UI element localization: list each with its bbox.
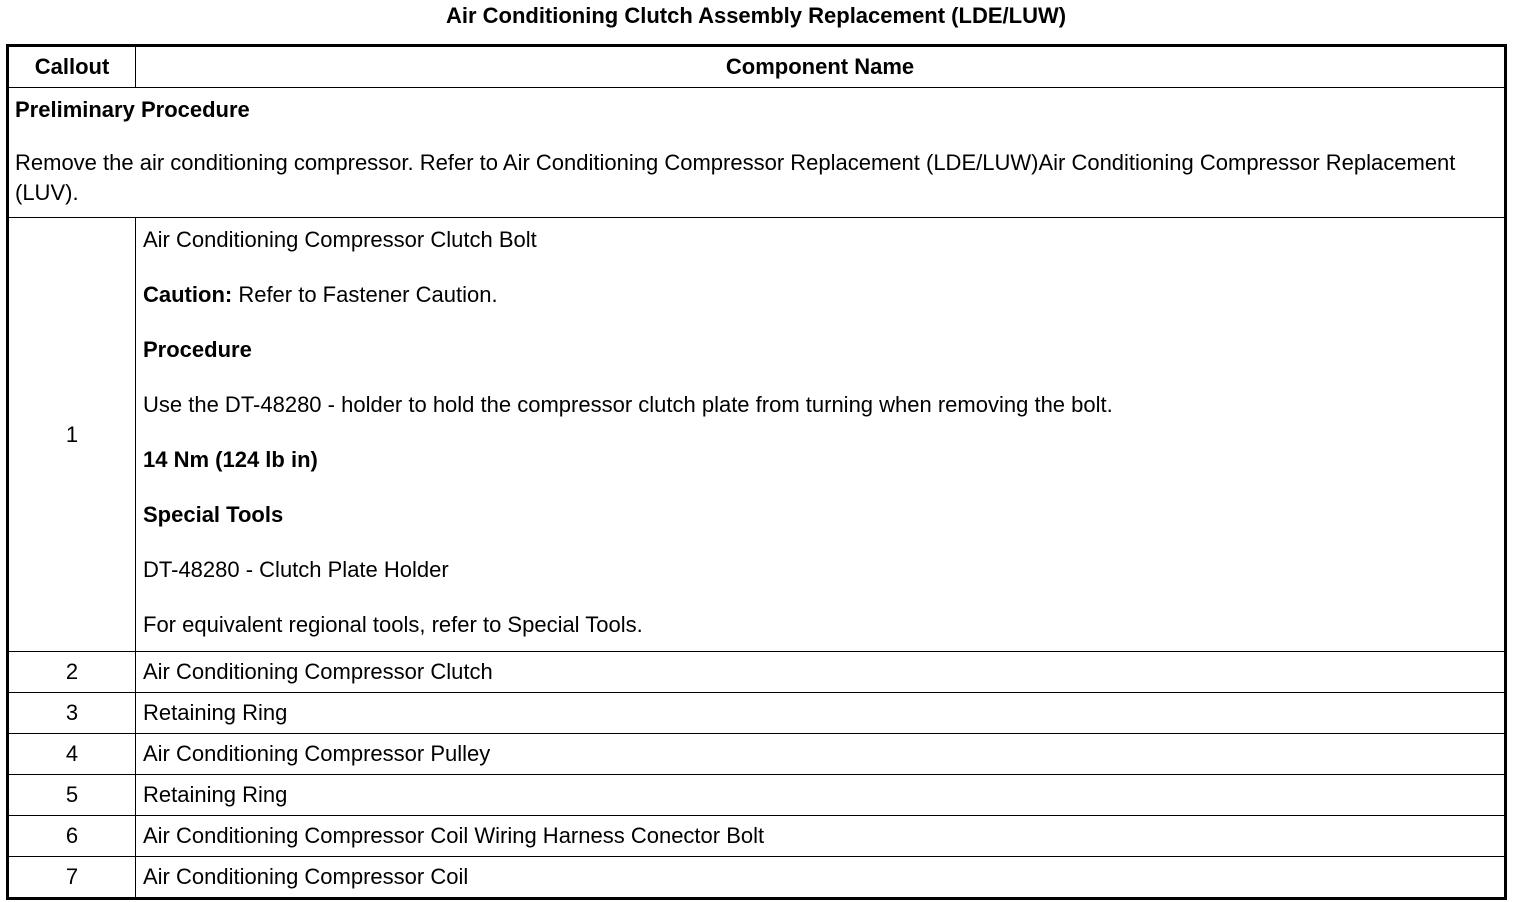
component-name: Air Conditioning Compressor Pulley xyxy=(136,734,1506,775)
callout-number: 7 xyxy=(8,857,136,899)
component-name: Air Conditioning Compressor Clutch Bolt xyxy=(143,227,537,252)
callout-number: 4 xyxy=(8,734,136,775)
preliminary-procedure-row xyxy=(8,88,1506,218)
callout-column-header: Callout xyxy=(8,46,136,88)
component-name: Retaining Ring xyxy=(136,775,1506,816)
preliminary-procedure-cell xyxy=(8,88,1506,218)
callout-number: 3 xyxy=(8,693,136,734)
component-name: Retaining Ring xyxy=(136,693,1506,734)
preliminary-procedure-title: Preliminary Procedure xyxy=(15,97,250,122)
callout-number: 5 xyxy=(8,775,136,816)
table-row xyxy=(8,816,1506,857)
special-tools-heading: Special Tools xyxy=(143,502,284,527)
callout-table xyxy=(6,44,1507,900)
procedure-heading: Procedure xyxy=(143,337,252,362)
component-name: Air Conditioning Compressor Coil xyxy=(136,857,1506,899)
special-tool-item: DT-48280 - Clutch Plate Holder xyxy=(143,557,449,582)
caution-note xyxy=(143,280,1497,310)
table-row xyxy=(8,734,1506,775)
component-name-column-header: Component Name xyxy=(136,46,1506,88)
component-name: Air Conditioning Compressor Coil Wiring Harness Conector Bolt xyxy=(136,816,1506,857)
component-name: Air Conditioning Compressor Clutch xyxy=(136,652,1506,693)
table-row xyxy=(8,775,1506,816)
special-tools-note: For equivalent regional tools, refer to Special Tools. xyxy=(143,612,643,637)
caution-label: Caution: xyxy=(143,282,233,307)
caution-text: Refer to Fastener Caution. xyxy=(232,282,498,307)
table-row xyxy=(8,652,1506,693)
table-row xyxy=(8,857,1506,899)
preliminary-procedure-text: Remove the air conditioning compressor. Refer to Air Conditioning Compressor Replacement (LDE/LUW)Air Conditioning Compressor Replacement (LUV). xyxy=(15,150,1456,205)
procedure-text: Use the DT-48280 - holder to hold the compressor clutch plate from turning when removing the bolt. xyxy=(143,392,1113,417)
table-header-row xyxy=(8,46,1506,88)
component-detail-cell xyxy=(136,218,1506,652)
callout-number: 1 xyxy=(8,218,136,652)
table-row xyxy=(8,218,1506,652)
callout-number: 2 xyxy=(8,652,136,693)
document-title: Air Conditioning Clutch Assembly Replacement (LDE/LUW) xyxy=(445,3,1067,28)
callout-number: 6 xyxy=(8,816,136,857)
torque-spec: 14 Nm (124 lb in) xyxy=(143,447,318,472)
table-row xyxy=(8,693,1506,734)
